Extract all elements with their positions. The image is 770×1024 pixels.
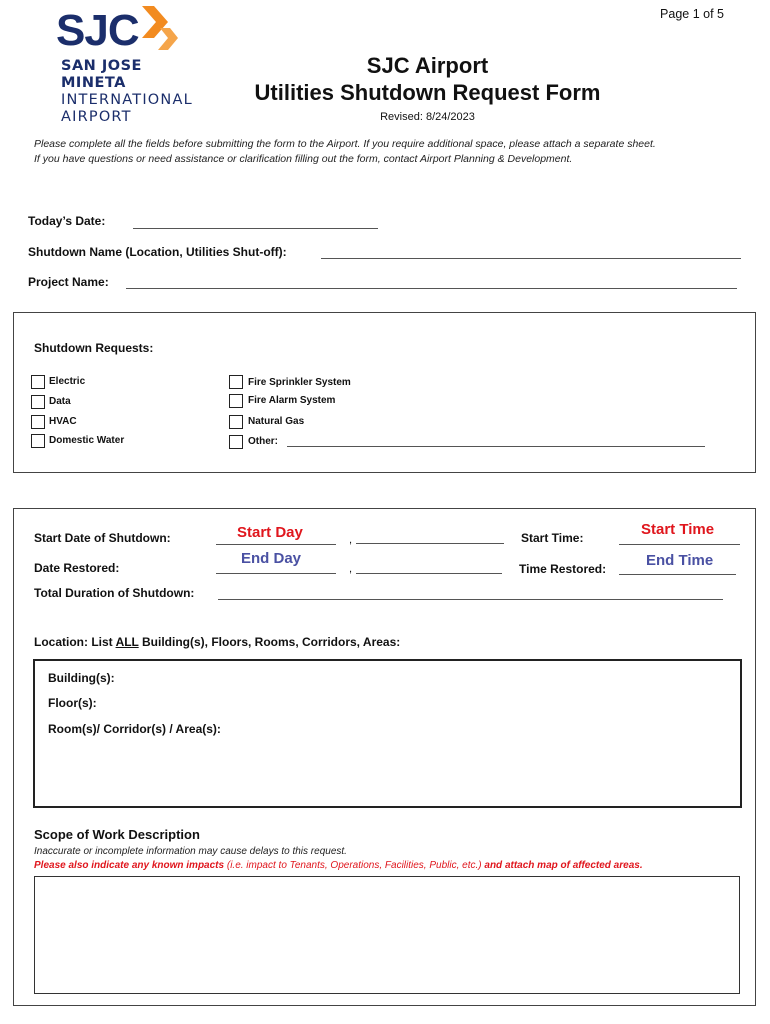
other-field[interactable] xyxy=(287,446,705,447)
other-checkbox[interactable] xyxy=(229,435,243,449)
title-line-1: SJC Airport xyxy=(366,53,489,78)
data-checkbox[interactable] xyxy=(31,395,45,409)
scope-note-2c: and attach map of affected areas. xyxy=(481,860,643,871)
scope-note-1: Inaccurate or incomplete information may cause delays to this request. xyxy=(34,846,347,857)
scope-heading: Scope of Work Description xyxy=(34,827,200,842)
title-line-2: Utilities Shutdown Request Form xyxy=(254,80,601,105)
floors-label: Floor(s): xyxy=(48,696,97,710)
date-restored-label: Date Restored: xyxy=(34,561,120,575)
domestic-water-label: Domestic Water xyxy=(49,435,125,446)
logo-line-2: MINETA xyxy=(61,75,126,91)
project-name-label: Project Name: xyxy=(28,275,109,289)
scope-note-2 xyxy=(34,860,643,871)
start-time-value: Start Time xyxy=(641,521,715,538)
total-duration-field[interactable] xyxy=(218,599,723,600)
time-restored-label: Time Restored: xyxy=(519,562,607,576)
start-date-field[interactable] xyxy=(356,543,504,544)
domestic-water-checkbox[interactable] xyxy=(31,434,45,448)
start-time-label: Start Time: xyxy=(521,531,584,545)
project-name-field[interactable] xyxy=(126,288,737,289)
logo-line-4: AIRPORT xyxy=(61,109,132,125)
other-label: Other: xyxy=(248,436,278,447)
todays-date-label: Today’s Date: xyxy=(28,214,106,228)
logo-sjc-text: SJC xyxy=(56,6,139,55)
end-time-value: End Time xyxy=(646,552,714,569)
shutdown-name-label: Shutdown Name (Location, Utilities Shut-off): xyxy=(28,245,287,259)
rooms-label: Room(s)/ Corridor(s) / Area(s): xyxy=(48,722,221,736)
natural-gas-checkbox[interactable] xyxy=(229,415,243,429)
natural-gas-label: Natural Gas xyxy=(248,416,305,427)
scope-note-2b: (i.e. impact to Tenants, Operations, Facilities, Public, etc.) xyxy=(226,860,482,871)
location-all: ALL xyxy=(115,635,139,649)
location-prefix: Location: List xyxy=(34,635,116,649)
date-restored-field[interactable] xyxy=(356,573,502,574)
end-day-field[interactable] xyxy=(216,573,336,574)
logo-line-1: SAN JOSE xyxy=(61,58,142,74)
todays-date-field[interactable] xyxy=(133,228,378,229)
hvac-checkbox[interactable] xyxy=(31,415,45,429)
fire-alarm-checkbox[interactable] xyxy=(229,394,243,408)
fire-sprinkler-checkbox[interactable] xyxy=(229,375,243,389)
start-day-field[interactable] xyxy=(216,544,336,545)
intro-line-2: If you have questions or need assistance or clarification filling out the form, contact Airport Planning & Development. xyxy=(34,153,573,165)
total-duration-label: Total Duration of Shutdown: xyxy=(34,586,195,600)
hvac-label: HVAC xyxy=(49,416,77,427)
location-suffix: Building(s), Floors, Rooms, Corridors, Areas: xyxy=(138,635,401,649)
start-time-field[interactable] xyxy=(619,544,740,545)
scope-note-2a: Please also indicate any known impacts xyxy=(34,860,227,871)
shutdown-name-field[interactable] xyxy=(321,258,741,259)
date-restored-comma: , xyxy=(349,563,353,575)
revised-date: Revised: 8/24/2023 xyxy=(380,111,475,123)
electric-label: Electric xyxy=(49,376,86,387)
intro-text xyxy=(34,137,656,167)
page-title xyxy=(0,52,770,106)
shutdown-requests-box xyxy=(13,312,756,473)
buildings-label: Building(s): xyxy=(48,671,115,685)
logo-line-3: INTERNATIONAL xyxy=(61,92,193,108)
logo-chevron-icon xyxy=(138,4,178,52)
fire-sprinkler-label: Fire Sprinkler System xyxy=(248,377,351,388)
fire-alarm-label: Fire Alarm System xyxy=(248,395,336,406)
end-day-value: End Day xyxy=(241,550,302,567)
start-date-comma: , xyxy=(349,534,353,546)
intro-line-1: Please complete all the fields before submitting the form to the Airport. If you require additional space, please attach a separate sheet. xyxy=(34,138,656,150)
end-time-field[interactable] xyxy=(619,574,736,575)
data-label: Data xyxy=(49,396,71,407)
page-number: Page 1 of 5 xyxy=(660,7,724,21)
scope-description-box[interactable] xyxy=(34,876,740,994)
start-date-label: Start Date of Shutdown: xyxy=(34,531,171,545)
electric-checkbox[interactable] xyxy=(31,375,45,389)
location-heading xyxy=(34,635,400,649)
start-day-value: Start Day xyxy=(237,524,303,541)
shutdown-requests-heading: Shutdown Requests: xyxy=(34,341,154,355)
